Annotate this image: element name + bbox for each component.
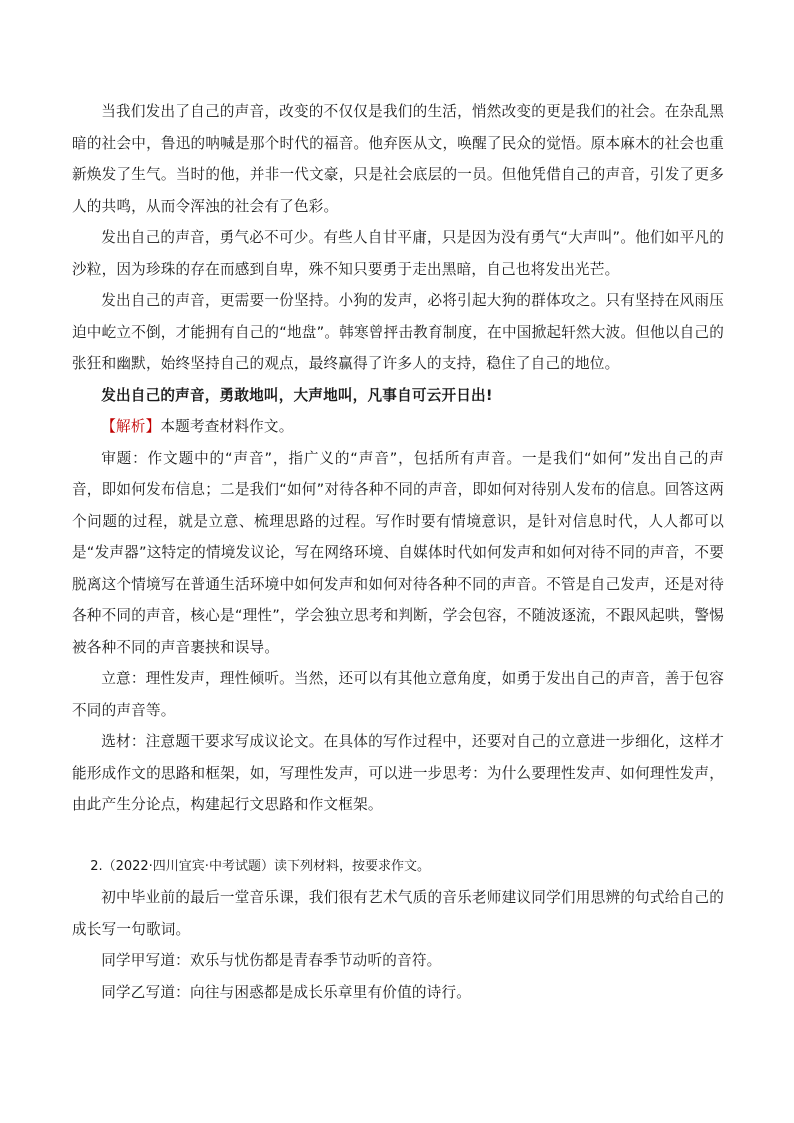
analysis-intro (72, 411, 724, 443)
essay-paragraph-4 (72, 380, 724, 412)
essay-paragraph-2: 发出自己的声音，勇气必不可少。有些人自甘平庸，只是因为没有勇气“大声叫”。他们如平凡的沙粒，因为珍珠的存在而感到自卑，殊不知只要勇于走出黑暗，自己也将发出光芒。 (72, 229, 724, 278)
essay-closing-line: 发出自己的声音，勇敢地叫，大声地叫，凡事自可云开日出! (101, 386, 493, 404)
essay-paragraph-3: 发出自己的声音，更需要一份坚持。小狗的发声，必将引起大狗的群体攻之。只有坚持在风雨压迫中屹立不倒，才能拥有自己的“地盘”。韩寒曾抨击教育制度，在中国掀起轩然大波。但他以自己的张狂和幽默，始终坚持自己的观点，最终赢得了许多人的支持，稳住了自己的地位。 (72, 292, 724, 372)
question-2-material: 初中毕业前的最后一堂音乐课，我们很有艺术气质的音乐老师建议同学们用思辨的句式给自己的成长写一句歌词。 (72, 889, 724, 938)
question-2-line-a: 同学甲写道：欢乐与忧伤都是青春季节动听的音符。 (101, 952, 442, 969)
analysis-shenti: 审题：作文题中的“声音”，指广义的“声音”，包括所有声音。一是我们“如何”发出自己的声音，即如何发布信息；二是我们“如何”对待各种不同的声音，即如何对待别人发布的信息。回答这两个问题的过程，就是立意、梳理思路的过程。写作时要有情境意识，是针对信息时代，人人都可以是“发声器”这特定的情境发议论，写在网络环境、自媒体时代如何发声和如何对待不同的声音，不要脱离这个情境写在普通生活环境中如何发声和如何对待各种不同的声音。不管是自己发声，还是对待各种不同的声音，核心是“理性”，学会独立思考和判断，学会包容，不随波逐流，不跟风起哄，警惕被各种不同的声音裹挟和误导。 (72, 449, 724, 656)
analysis-intro-text: 本题考查材料作文。 (160, 418, 294, 435)
analysis-liyi: 立意：理性发声，理性倾听。当然，还可以有其他立意角度，如勇于发出自己的声音，善于包容不同的声音等。 (72, 670, 724, 719)
document-page (72, 96, 724, 1008)
essay-paragraph-1: 当我们发出了自己的声音，改变的不仅仅是我们的生活，悄然改变的更是我们的社会。在杂乱黑暗的社会中，鲁迅的呐喊是那个时代的福音。他弃医从文，唤醒了民众的觉悟。原本麻木的社会也重新焕发了生气。当时的他，并非一代文豪，只是社会底层的一员。但他凭借自己的声音，引发了更多人的共鸣，从而令浑浊的社会有了色彩。 (72, 103, 724, 215)
question-2-line-b: 同学乙写道：向往与困惑都是成长乐章里有价值的诗行。 (101, 983, 472, 1001)
analysis-xuancai: 选材：注意题干要求写成议论文。在具体的写作过程中，还要对自己的立意进一步细化，这样才能形成作文的思路和框架，如，写理性发声，可以进一步思考：为什么要理性发声、如何理性发声，由此产生分论点，构建起行文思路和作文框架。 (72, 733, 724, 813)
section-gap (72, 821, 724, 851)
analysis-label: 【解析】 (101, 418, 161, 435)
question-2-header: 2.（2022·四川宜宾·中考试题）读下列材料，按要求作文。 (90, 858, 430, 874)
